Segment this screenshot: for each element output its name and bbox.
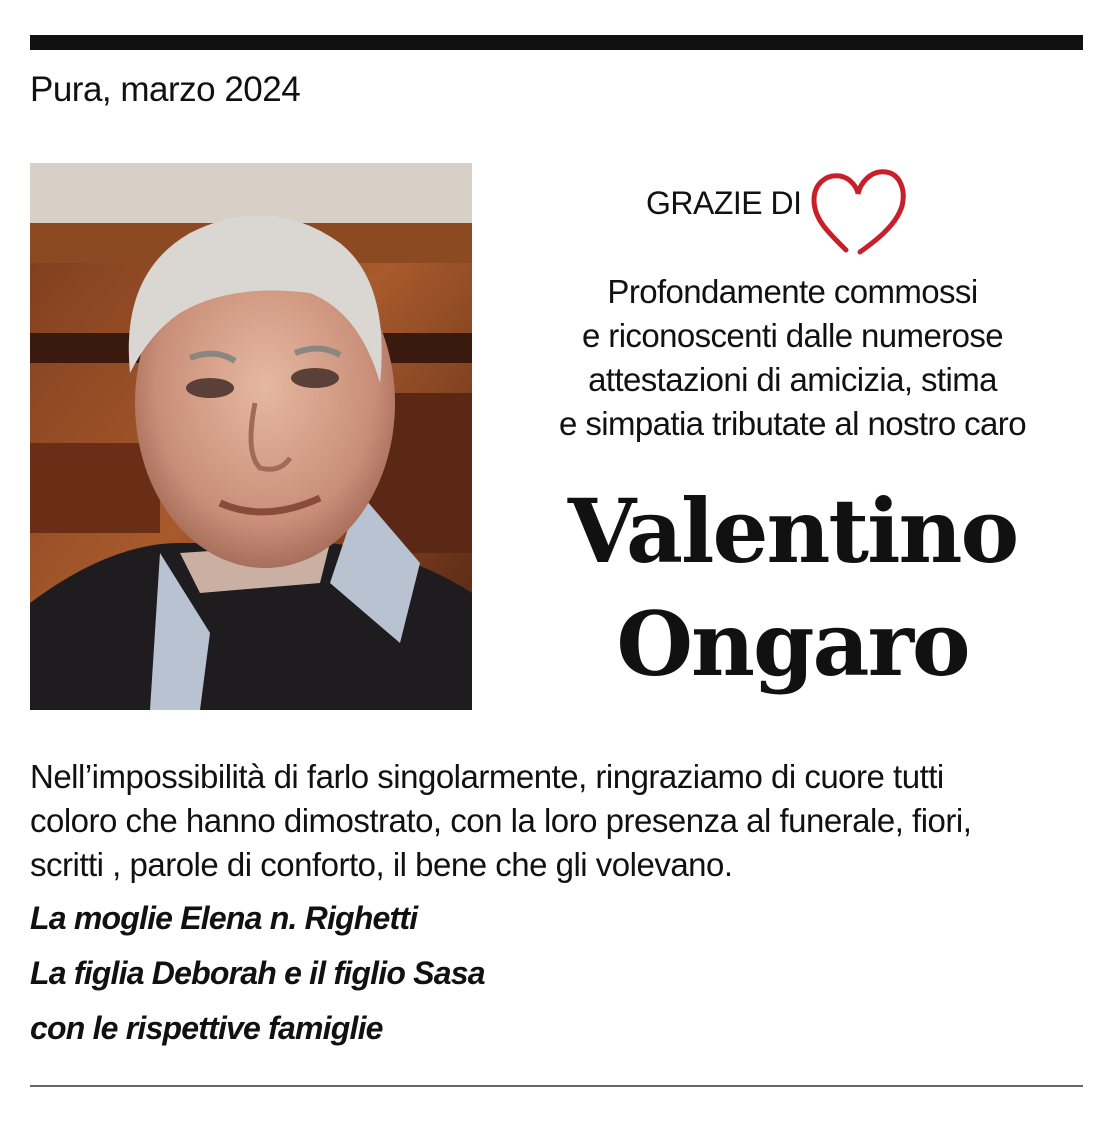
intro-line: e simpatia tributate al nostro caro	[559, 405, 1026, 442]
portrait-photo	[30, 163, 472, 710]
message-line: Nell’impossibilità di farlo singolarmente, ringraziamo di cuore tutti	[30, 758, 944, 795]
deceased-first-name: Valentino	[567, 479, 1018, 583]
grazie-di-label: GRAZIE DI	[646, 185, 802, 221]
message-line: coloro che hanno dimostrato, con la loro presenza al funerale, fiori,	[30, 802, 972, 839]
intro-line: Profondamente commossi	[607, 273, 978, 310]
heart-icon	[808, 164, 908, 256]
signature-children: La figlia Deborah e il figlio Sasa	[30, 955, 485, 991]
signature-wife: La moglie Elena n. Righetti	[30, 900, 418, 936]
thanks-message	[30, 755, 1090, 887]
place-date: Pura, marzo 2024	[30, 70, 301, 109]
intro-line: e riconoscenti dalle numerose	[581, 317, 1003, 354]
signature-families: con le rispettive famiglie	[30, 1010, 383, 1046]
grazie-di-heading	[646, 168, 908, 258]
deceased-last-name: Ongaro	[616, 592, 969, 696]
message-line: scritti , parole di conforto, il bene che gli volevano.	[30, 846, 733, 883]
bottom-rule	[30, 1085, 1083, 1087]
intro-text	[500, 270, 1085, 446]
intro-line: attestazioni di amicizia, stima	[588, 361, 997, 398]
top-rule	[30, 35, 1083, 50]
